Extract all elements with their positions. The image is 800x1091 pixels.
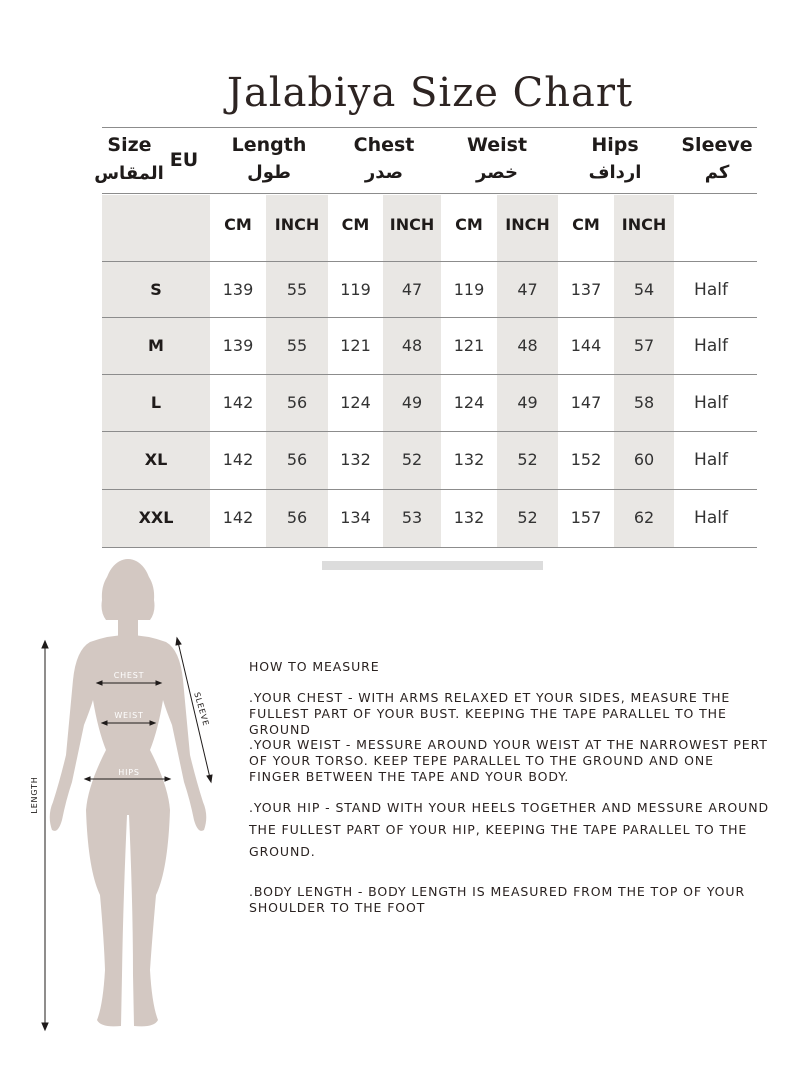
cell-hips-cm: 152 xyxy=(570,450,602,469)
cell-length-cm: 139 xyxy=(222,280,254,299)
weist-instructions: .YOUR WEIST - MESSURE AROUND YOUR WEIST AT THE NARROWEST PERT OF YOUR TORSO. KEEP TEPE PARALLEL TO THE GROUND AND ONE FINGER BETWEEN THE TAPE AND YOUR BODY. xyxy=(249,737,768,784)
cell-chest-cm: 132 xyxy=(340,450,371,469)
header-chest: Chest xyxy=(353,134,415,156)
cell-weist-in: 47 xyxy=(517,280,538,299)
cell-sleeve: Half xyxy=(694,392,728,413)
cell-chest-in: 53 xyxy=(401,508,423,527)
cell-chest-in: 52 xyxy=(401,450,423,469)
cell-chest-in: 48 xyxy=(401,336,423,355)
cell-hips-in: 62 xyxy=(633,508,655,527)
rule-bottom xyxy=(102,547,757,548)
unit-length-cm: CM xyxy=(224,214,252,234)
cell-hips-cm: 157 xyxy=(570,508,602,527)
rule-header xyxy=(102,193,757,194)
unit-hips-cm: CM xyxy=(572,214,600,234)
chest-label: CHEST xyxy=(113,671,145,680)
cell-weist-cm: 132 xyxy=(453,450,485,469)
cell-hips-in: 60 xyxy=(633,450,655,469)
cell-chest-cm: 134 xyxy=(340,508,371,527)
cell-sleeve: Half xyxy=(694,335,728,356)
body-figure xyxy=(0,550,250,1040)
cell-weist-in: 49 xyxy=(517,393,538,412)
cell-sleeve: Half xyxy=(694,279,728,300)
cell-hips-cm: 147 xyxy=(570,393,602,412)
cell-weist-in: 52 xyxy=(517,450,538,469)
header-size: Size xyxy=(107,134,152,156)
rule-top xyxy=(102,127,757,128)
cell-length-cm: 142 xyxy=(222,450,254,469)
cell-length-in: 56 xyxy=(286,393,308,412)
unit-weist-cm: CM xyxy=(455,214,483,234)
header-hips-ar: ارداف xyxy=(588,161,642,183)
cell-chest-cm: 121 xyxy=(340,336,371,355)
header-sleeve: Sleeve xyxy=(681,134,753,156)
unit-weist-inch: INCH xyxy=(505,214,550,234)
cell-size: S xyxy=(150,280,162,299)
cell-chest-in: 49 xyxy=(401,393,423,412)
header-weist-ar: خصر xyxy=(476,161,518,183)
how-to-measure-title: HOW TO MEASURE xyxy=(249,659,380,674)
hips-label: HIPS xyxy=(118,768,140,777)
header-length: Length xyxy=(231,134,307,156)
unit-length-inch: INCH xyxy=(274,214,320,234)
header-weist: Weist xyxy=(466,134,528,156)
length-label: LENGTH xyxy=(30,776,39,814)
cell-weist-cm: 124 xyxy=(453,393,485,412)
hip-instructions: .YOUR HIP - STAND WITH YOUR HEELS TOGETHER AND MESSURE AROUND THE FULLEST PART OF YOUR HIP, KEEPING THE TAPE PARALLEL TO THE GROUND. xyxy=(249,800,769,859)
cell-hips-in: 58 xyxy=(633,393,655,412)
cell-size: M xyxy=(148,336,164,355)
cell-length-in: 55 xyxy=(286,336,308,355)
header-eu: EU xyxy=(169,149,199,171)
unit-chest-inch: INCH xyxy=(389,214,435,234)
weist-label: WEIST xyxy=(114,711,144,720)
body-silhouette xyxy=(50,559,207,1026)
horizontal-scrollbar[interactable] xyxy=(322,561,543,570)
cell-length-in: 55 xyxy=(286,280,308,299)
cell-hips-cm: 137 xyxy=(570,280,602,299)
cell-length-cm: 139 xyxy=(222,336,254,355)
cell-chest-in: 47 xyxy=(401,280,423,299)
cell-chest-cm: 119 xyxy=(340,280,371,299)
unit-chest-cm: CM xyxy=(341,214,370,234)
cell-weist-cm: 119 xyxy=(453,280,485,299)
cell-sleeve: Half xyxy=(694,507,728,528)
cell-hips-in: 54 xyxy=(633,280,655,299)
header-length-ar: طول xyxy=(247,161,291,183)
cell-chest-cm: 124 xyxy=(340,393,371,412)
unit-hips-inch: INCH xyxy=(621,214,667,234)
page-title: Jalabiya Size Chart xyxy=(226,70,634,116)
cell-weist-in: 52 xyxy=(517,508,538,527)
cell-size: XL xyxy=(144,450,168,469)
length-instructions: .BODY LENGTH - BODY LENGTH IS MEASURED FROM THE TOP OF YOUR SHOULDER TO THE FOOT xyxy=(249,884,746,915)
sleeve-label: SLEEVE xyxy=(192,691,211,728)
header-sleeve-ar: كم xyxy=(704,161,730,183)
cell-size: L xyxy=(150,393,162,412)
cell-length-cm: 142 xyxy=(222,508,254,527)
cell-length-in: 56 xyxy=(286,450,308,469)
cell-weist-cm: 121 xyxy=(453,336,485,355)
header-chest-ar: صدر xyxy=(364,161,404,183)
cell-sleeve: Half xyxy=(694,449,728,470)
cell-weist-cm: 132 xyxy=(453,508,485,527)
cell-weist-in: 48 xyxy=(517,336,538,355)
header-size-ar: المقاس xyxy=(94,162,164,184)
cell-size: XXL xyxy=(138,508,174,527)
header-hips: Hips xyxy=(591,134,639,156)
cell-length-in: 56 xyxy=(286,508,308,527)
length-measure-line xyxy=(42,641,48,1030)
cell-length-cm: 142 xyxy=(222,393,254,412)
chest-instructions: .YOUR CHEST - WITH ARMS RELAXED ET YOUR SIDES, MEASURE THE FULLEST PART OF YOUR BUST. KEEPING THE TAPE PARALLEL TO THE GROUND xyxy=(249,690,731,737)
cell-hips-in: 57 xyxy=(633,336,655,355)
cell-hips-cm: 144 xyxy=(570,336,602,355)
